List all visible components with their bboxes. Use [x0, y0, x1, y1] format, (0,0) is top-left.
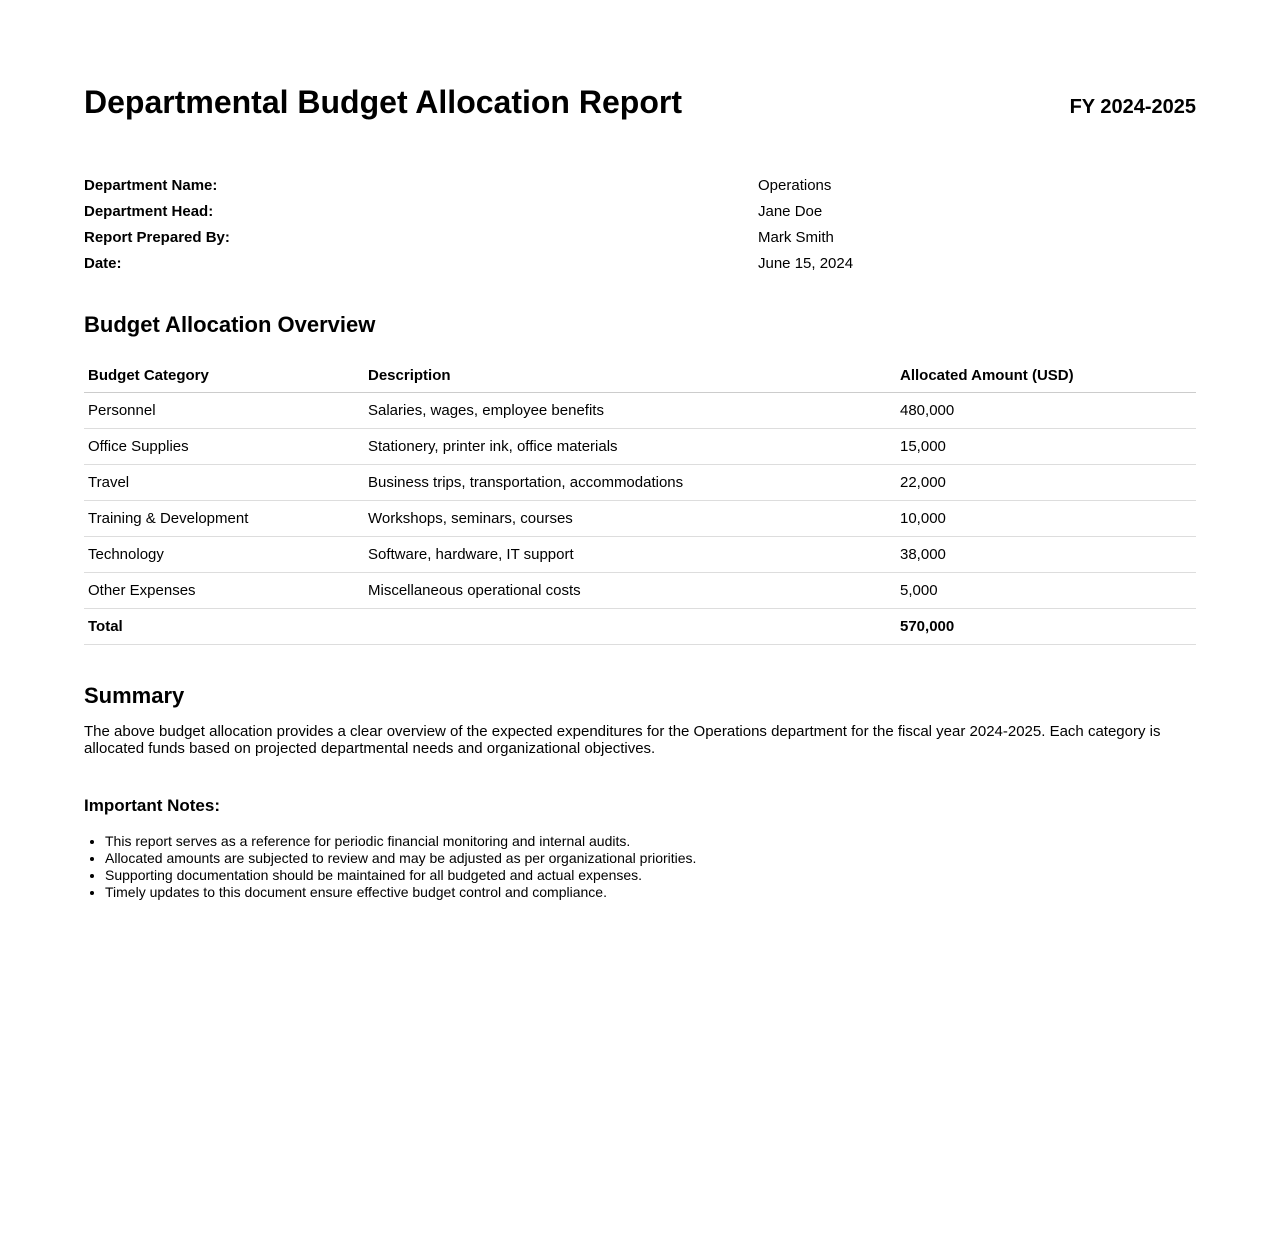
report-title: Departmental Budget Allocation Report [84, 84, 682, 120]
cell-description: Workshops, seminars, courses [364, 501, 896, 537]
cell-amount: 10,000 [896, 501, 1196, 537]
cell-category: Travel [84, 465, 364, 501]
metadata-label: Date: [84, 254, 122, 272]
cell-category: Other Expenses [84, 573, 364, 609]
cell-total-label: Total [84, 609, 364, 645]
metadata-value: June 15, 2024 [758, 254, 854, 272]
cell-description: Stationery, printer ink, office materials [364, 429, 896, 465]
metadata-row-department-name [84, 173, 1196, 199]
cell-description: Business trips, transportation, accommodations [364, 465, 896, 501]
notes-title: Important Notes: [84, 795, 220, 815]
metadata-row-department-head [84, 199, 1196, 225]
metadata-label: Department Name: [84, 176, 218, 194]
metadata-row-prepared-by [84, 225, 1196, 251]
table-row [84, 393, 1196, 429]
table-row [84, 573, 1196, 609]
note-item: • Allocated amounts are subjected to review and may be adjusted as per organizational priorities. [105, 850, 1196, 867]
cell-category: Personnel [84, 393, 364, 429]
table-row [84, 501, 1196, 537]
cell-total-description [364, 609, 896, 645]
cell-category: Technology [84, 537, 364, 573]
cell-description: Miscellaneous operational costs [364, 573, 896, 609]
column-header-description: Description [364, 359, 896, 393]
report-metadata [84, 173, 1196, 277]
section-title-budget-overview: Budget Allocation Overview [84, 311, 376, 337]
cell-amount: 22,000 [896, 465, 1196, 501]
metadata-row-date [84, 251, 1196, 277]
table-header-row [84, 359, 1196, 393]
table-total-row [84, 609, 1196, 645]
cell-description: Salaries, wages, employee benefits [364, 393, 896, 429]
metadata-value: Jane Doe [758, 202, 823, 220]
column-header-category: Budget Category [84, 359, 364, 393]
metadata-label: Report Prepared By: [84, 228, 230, 246]
note-item: • Timely updates to this document ensure effective budget control and compliance. [105, 884, 1196, 901]
note-item: • This report serves as a reference for periodic financial monitoring and internal audits. [105, 833, 1196, 850]
cell-amount: 15,000 [896, 429, 1196, 465]
column-header-amount: Allocated Amount (USD) [896, 359, 1196, 393]
metadata-label: Department Head: [84, 202, 214, 220]
cell-amount: 5,000 [896, 573, 1196, 609]
cell-total-amount: 570,000 [896, 609, 1196, 645]
table-row [84, 537, 1196, 573]
cell-category: Office Supplies [84, 429, 364, 465]
notes-list [84, 833, 1196, 901]
metadata-value: Operations [758, 176, 832, 194]
metadata-value: Mark Smith [758, 228, 834, 246]
table-row [84, 465, 1196, 501]
section-title-summary: Summary [84, 683, 185, 709]
table-row [84, 429, 1196, 465]
summary-paragraph: The above budget allocation provides a clear overview of the expected expenditures for the Operations department for the fiscal year 2024-2025. Each category is allocated funds based on projected departmental needs and organizational objectives. [84, 723, 1161, 758]
note-item: • Supporting documentation should be maintained for all budgeted and actual expenses. [105, 867, 1196, 884]
cell-description: Software, hardware, IT support [364, 537, 896, 573]
fiscal-year-label: FY 2024-2025 [1069, 96, 1196, 118]
budget-table [84, 359, 1196, 645]
cell-amount: 38,000 [896, 537, 1196, 573]
cell-amount: 480,000 [896, 393, 1196, 429]
report-header [84, 84, 1196, 121]
cell-category: Training & Development [84, 501, 364, 537]
